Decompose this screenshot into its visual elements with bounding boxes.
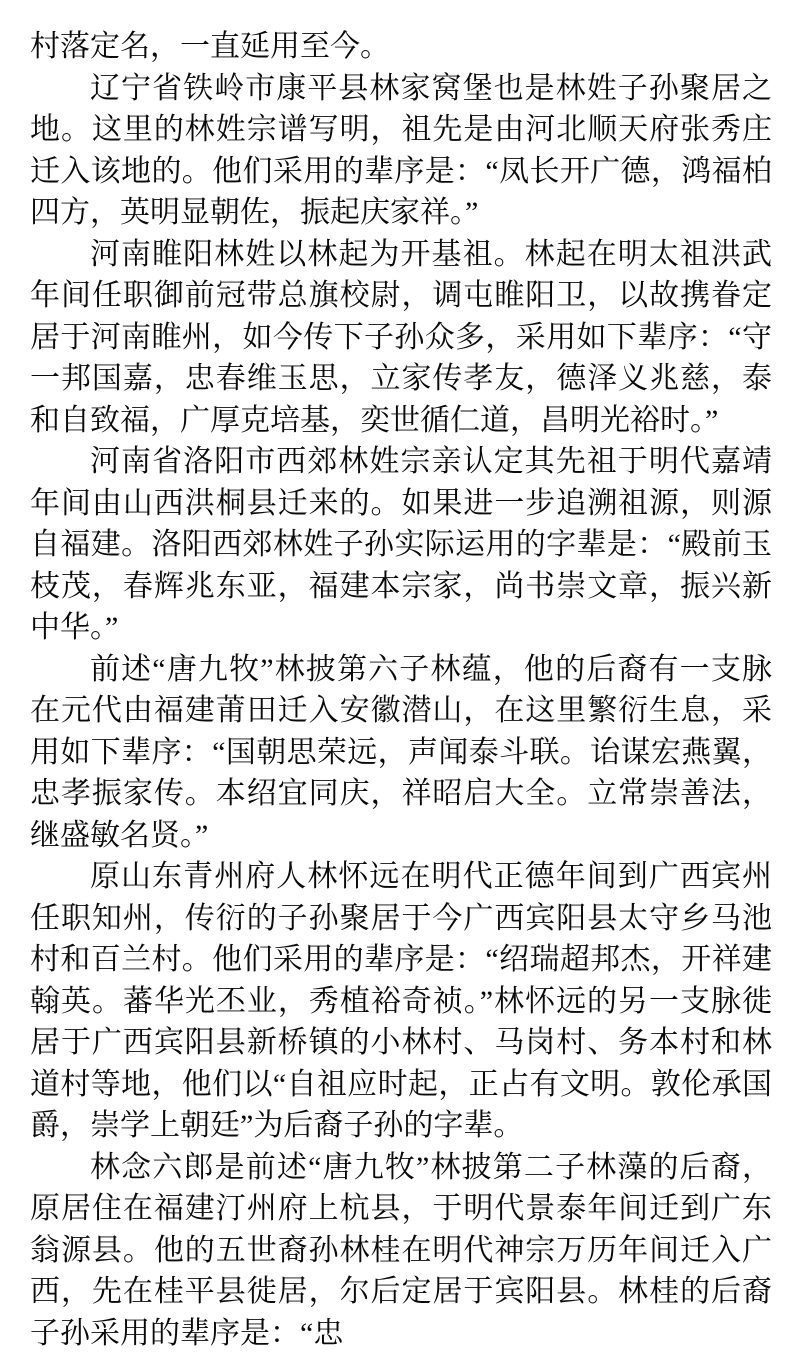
- paragraph-henan-suiyang: 河南睢阳林姓以林起为开基祖。林起在明太祖洪武年间任职御前冠带总旗校尉，调屯睢阳卫，以故携眷定居于河南睢州，如今传下子孙众多，采用如下辈序：“守一邦国嘉，忠春维玉思，立家传孝友，德泽义兆慈，泰和自致福，广厚克培基，奕世循仁道，昌明光裕时。”: [30, 234, 772, 442]
- paragraph-linnianliulang: 林念六郎是前述“唐九牧”林披第二子林藻的后裔，原居住在福建汀州府上杭县，于明代景泰年间迁到广东翁源县。他的五世裔孙林桂在明代神宗万历年间迁入广西，先在桂平县徙居，尔后定居于宾阳县。林桂的后裔子孙采用的辈序是：“忠: [30, 1147, 772, 1354]
- paragraph-luoyang-xijiao: 河南省洛阳市西郊林姓宗亲认定其先祖于明代嘉靖年间由山西洪桐县迁来的。如果进一步追溯祖源，则源自福建。洛阳西郊林姓子孙实际运用的字辈是：“殿前玉枝茂，春辉兆东亚，福建本宗家，尚书崇文章，振兴新中华。”: [30, 441, 772, 649]
- paragraph-linhuaiyuan-binzhou: 原山东青州府人林怀远在明代正德年间到广西宾州任职知州，传衍的子孙聚居于今广西宾阳县太守乡马池村和百兰村。他们采用的辈序是：“绍瑞超邦杰，开祥建翰英。蕃华光丕业，秀植裕奇祯。”林怀远的另一支脉徙居于广西宾阳县新桥镇的小林村、马岗村、务本村和林道村等地，他们以“自祖应时起，正占有文明。敦伦承国爵，崇学上朝廷”为后裔子孙的字辈。: [30, 856, 772, 1147]
- paragraph-liaoning-linjiawopu: 辽宁省铁岭市康平县林家窝堡也是林姓子孙聚居之地。这里的林姓宗谱写明，祖先是由河北顺天府张秀庄迁入该地的。他们采用的辈序是：“凤长开广德，鸿福柏四方，英明显朝佐，振起庆家祥。”: [30, 68, 772, 234]
- paragraph-continuation: 村落定名，一直延用至今。: [30, 26, 772, 68]
- paragraph-linyun-qianshan: 前述“唐九牧”林披第六子林蕴，他的后裔有一支脉在元代由福建莆田迁入安徽潜山，在这里繁衍生息，采用如下辈序：“国朝思荣远，声闻泰斗联。诒谋宏燕翼，忠孝振家传。本绍宜同庆，祥昭启大全。立常崇善法，继盛敏名贤。”: [30, 649, 772, 857]
